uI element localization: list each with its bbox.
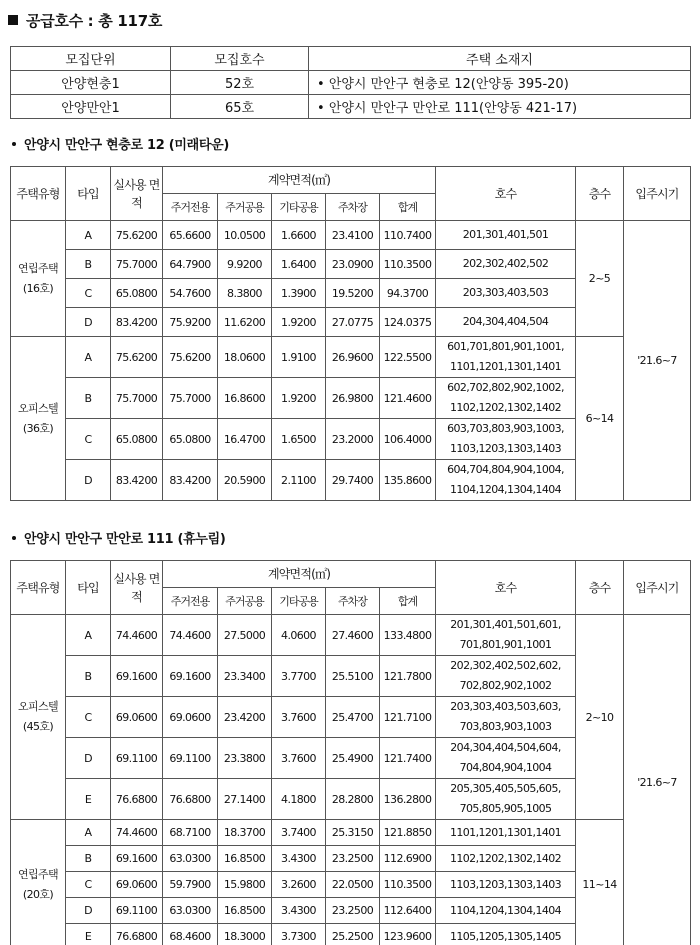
table-row — [11, 337, 691, 378]
square-bullet-icon — [8, 15, 18, 25]
net-area-cell: 69.1100 — [111, 738, 163, 779]
parking-area-cell: 26.9800 — [326, 378, 380, 419]
other-common-area-cell: 3.7400 — [272, 820, 326, 846]
housing-count: (20호) — [22, 887, 54, 901]
other-common-area-cell: 3.7600 — [272, 738, 326, 779]
exclusive-area-cell: 65.0800 — [163, 419, 218, 460]
parking-area-cell: 27.4600 — [326, 615, 380, 656]
col-header-move-in: 입주시기 — [624, 561, 691, 615]
plan-cell: A — [66, 221, 111, 250]
table-row — [11, 820, 691, 846]
col-header-type: 주택유형 — [11, 167, 66, 221]
col-header: 모집호수 — [171, 47, 309, 71]
units-cell: 1104,1204,1304,1404 — [436, 898, 576, 924]
net-area-cell: 69.0600 — [111, 872, 163, 898]
housing-type: 연립주택 — [17, 261, 59, 275]
address-cell — [309, 71, 691, 95]
col-header-move-in: 입주시기 — [624, 167, 691, 221]
col-header-units: 호수 — [436, 167, 576, 221]
col-header-contract-area: 계약면적(㎡) — [163, 561, 436, 588]
total-area-cell: 110.3500 — [380, 872, 436, 898]
total-area-cell: 94.3700 — [380, 279, 436, 308]
col-header-contract-area: 계약면적(㎡) — [163, 167, 436, 194]
parking-area-cell: 25.4700 — [326, 697, 380, 738]
col-subheader: 합계 — [380, 194, 436, 221]
address-cell — [309, 95, 691, 119]
housing-type: 오피스텔 — [17, 700, 59, 713]
exclusive-area-cell: 69.1100 — [163, 738, 218, 779]
section-title-1: 안양시 만안구 현충로 12 (미래타운) — [12, 134, 229, 153]
exclusive-area-cell: 59.7900 — [163, 872, 218, 898]
unit-name: 안양현충1 — [11, 71, 171, 95]
exclusive-area-cell: 63.0300 — [163, 846, 218, 872]
bullet-icon: • — [317, 101, 325, 116]
col-subheader: 주거공용 — [218, 588, 272, 615]
common-area-cell: 27.1400 — [218, 779, 272, 820]
other-common-area-cell: 1.9100 — [272, 337, 326, 378]
exclusive-area-cell: 68.4600 — [163, 924, 218, 945]
col-header: 주택 소재지 — [309, 47, 691, 71]
net-area-cell: 75.7000 — [111, 378, 163, 419]
net-area-cell: 75.6200 — [111, 221, 163, 250]
table-row — [11, 221, 691, 250]
col-subheader: 주거전용 — [163, 194, 218, 221]
parking-area-cell: 25.3150 — [326, 820, 380, 846]
common-area-cell: 23.4200 — [218, 697, 272, 738]
common-area-cell: 16.4700 — [218, 419, 272, 460]
other-common-area-cell: 2.1100 — [272, 460, 326, 501]
col-header-net-area: 실사용 면적 — [111, 167, 163, 221]
parking-area-cell: 23.0900 — [326, 250, 380, 279]
other-common-area-cell: 3.7600 — [272, 697, 326, 738]
exclusive-area-cell: 74.4600 — [163, 615, 218, 656]
unit-name: 안양만안1 — [11, 95, 171, 119]
total-area-cell: 121.7400 — [380, 738, 436, 779]
units-cell: 202,302,402,502,602, 702,802,902,1002 — [436, 656, 576, 697]
other-common-area-cell: 3.4300 — [272, 846, 326, 872]
total-area-cell: 135.8600 — [380, 460, 436, 501]
common-area-cell: 18.3700 — [218, 820, 272, 846]
net-area-cell: 83.4200 — [111, 460, 163, 501]
plan-cell: B — [66, 250, 111, 279]
common-area-cell: 23.3400 — [218, 656, 272, 697]
floors-cell: 6~14 — [576, 337, 624, 501]
exclusive-area-cell: 64.7900 — [163, 250, 218, 279]
other-common-area-cell: 3.4300 — [272, 898, 326, 924]
total-area-cell: 121.8850 — [380, 820, 436, 846]
unit-count: 52호 — [171, 71, 309, 95]
plan-cell: C — [66, 872, 111, 898]
units-cell: 204,304,404,504 — [436, 308, 576, 337]
net-area-cell: 69.1600 — [111, 846, 163, 872]
common-area-cell: 9.9200 — [218, 250, 272, 279]
floors-cell: 11~14 — [576, 820, 624, 945]
net-area-cell: 76.6800 — [111, 924, 163, 945]
common-area-cell: 27.5000 — [218, 615, 272, 656]
other-common-area-cell: 3.7700 — [272, 656, 326, 697]
total-area-cell: 133.4800 — [380, 615, 436, 656]
units-cell: 1103,1203,1303,1403 — [436, 872, 576, 898]
parking-area-cell: 23.2000 — [326, 419, 380, 460]
net-area-cell: 65.0800 — [111, 419, 163, 460]
common-area-cell: 16.8600 — [218, 378, 272, 419]
floors-cell: 2~5 — [576, 221, 624, 337]
units-cell: 601,701,801,901,1001, 1101,1201,1301,1401 — [436, 337, 576, 378]
col-header: 모집단위 — [11, 47, 171, 71]
units-cell: 1102,1202,1302,1402 — [436, 846, 576, 872]
net-area-cell: 69.1600 — [111, 656, 163, 697]
header-row — [11, 561, 691, 588]
move-in-cell: '21.6~7 — [624, 615, 691, 945]
other-common-area-cell: 3.2600 — [272, 872, 326, 898]
plan-cell: D — [66, 898, 111, 924]
page-title: 공급호수 : 총 117호 — [8, 10, 162, 31]
housing-type-cell — [11, 337, 66, 501]
col-header-floors: 층수 — [576, 167, 624, 221]
common-area-cell: 15.9800 — [218, 872, 272, 898]
plan-cell: A — [66, 615, 111, 656]
common-area-cell: 20.5900 — [218, 460, 272, 501]
table-row — [11, 95, 691, 119]
total-area-cell: 121.7100 — [380, 697, 436, 738]
plan-cell: D — [66, 460, 111, 501]
section-title-2: 안양시 만안구 만안로 111 (휴누림) — [12, 528, 226, 547]
net-area-cell: 76.6800 — [111, 779, 163, 820]
bullet-icon: • — [317, 77, 325, 92]
total-area-cell: 121.4600 — [380, 378, 436, 419]
other-common-area-cell: 1.6500 — [272, 419, 326, 460]
other-common-area-cell: 4.0600 — [272, 615, 326, 656]
other-common-area-cell: 1.6600 — [272, 221, 326, 250]
units-cell: 204,304,404,504,604, 704,804,904,1004 — [436, 738, 576, 779]
plan-cell: C — [66, 419, 111, 460]
floors-cell: 2~10 — [576, 615, 624, 820]
units-cell: 603,703,803,903,1003, 1103,1203,1303,1403 — [436, 419, 576, 460]
col-header-plan: 타입 — [66, 561, 111, 615]
exclusive-area-cell: 83.4200 — [163, 460, 218, 501]
net-area-cell: 75.7000 — [111, 250, 163, 279]
common-area-cell: 18.0600 — [218, 337, 272, 378]
address: 안양시 만안구 현충로 12(안양동 395-20) — [328, 77, 569, 92]
total-area-cell: 110.7400 — [380, 221, 436, 250]
total-area-cell: 124.0375 — [380, 308, 436, 337]
parking-area-cell: 23.2500 — [326, 898, 380, 924]
total-area-cell: 121.7800 — [380, 656, 436, 697]
exclusive-area-cell: 75.9200 — [163, 308, 218, 337]
net-area-cell: 83.4200 — [111, 308, 163, 337]
plan-cell: B — [66, 656, 111, 697]
plan-cell: C — [66, 697, 111, 738]
parking-area-cell: 22.0500 — [326, 872, 380, 898]
net-area-cell: 74.4600 — [111, 615, 163, 656]
col-header-floors: 층수 — [576, 561, 624, 615]
parking-area-cell: 23.2500 — [326, 846, 380, 872]
units-cell: 203,303,403,503 — [436, 279, 576, 308]
table-row — [11, 71, 691, 95]
total-area-cell: 112.6400 — [380, 898, 436, 924]
common-area-cell: 18.3000 — [218, 924, 272, 945]
plan-cell: D — [66, 308, 111, 337]
exclusive-area-cell: 54.7600 — [163, 279, 218, 308]
col-header-plan: 타입 — [66, 167, 111, 221]
units-cell: 203,303,403,503,603, 703,803,903,1003 — [436, 697, 576, 738]
col-subheader: 기타공용 — [272, 588, 326, 615]
col-header-units: 호수 — [436, 561, 576, 615]
housing-type: 연립주택 — [17, 867, 59, 881]
section1-table — [10, 166, 691, 501]
common-area-cell: 23.3800 — [218, 738, 272, 779]
header-row — [11, 167, 691, 194]
exclusive-area-cell: 75.7000 — [163, 378, 218, 419]
summary-header-row — [11, 47, 691, 71]
plan-cell: E — [66, 779, 111, 820]
common-area-cell: 16.8500 — [218, 898, 272, 924]
summary-table — [10, 46, 691, 119]
parking-area-cell: 25.5100 — [326, 656, 380, 697]
parking-area-cell: 25.4900 — [326, 738, 380, 779]
total-area-cell: 122.5500 — [380, 337, 436, 378]
plan-cell: D — [66, 738, 111, 779]
parking-area-cell: 25.2500 — [326, 924, 380, 945]
total-area-cell: 136.2800 — [380, 779, 436, 820]
plan-cell: A — [66, 337, 111, 378]
parking-area-cell: 28.2800 — [326, 779, 380, 820]
units-cell: 201,301,401,501 — [436, 221, 576, 250]
housing-type-cell — [11, 820, 66, 945]
parking-area-cell: 19.5200 — [326, 279, 380, 308]
dot-bullet-icon — [12, 536, 16, 540]
housing-count: (16호) — [22, 281, 54, 295]
exclusive-area-cell: 63.0300 — [163, 898, 218, 924]
common-area-cell: 11.6200 — [218, 308, 272, 337]
exclusive-area-cell: 68.7100 — [163, 820, 218, 846]
parking-area-cell: 27.0775 — [326, 308, 380, 337]
exclusive-area-cell: 69.1600 — [163, 656, 218, 697]
other-common-area-cell: 4.1800 — [272, 779, 326, 820]
housing-type-cell — [11, 221, 66, 337]
units-cell: 205,305,405,505,605, 705,805,905,1005 — [436, 779, 576, 820]
units-cell: 1101,1201,1301,1401 — [436, 820, 576, 846]
net-area-cell: 69.0600 — [111, 697, 163, 738]
col-subheader: 합계 — [380, 588, 436, 615]
net-area-cell: 65.0800 — [111, 279, 163, 308]
other-common-area-cell: 1.6400 — [272, 250, 326, 279]
units-cell: 1105,1205,1305,1405 — [436, 924, 576, 945]
housing-type: 오피스텔 — [17, 401, 59, 415]
other-common-area-cell: 3.7300 — [272, 924, 326, 945]
exclusive-area-cell: 75.6200 — [163, 337, 218, 378]
common-area-cell: 8.3800 — [218, 279, 272, 308]
other-common-area-cell: 1.9200 — [272, 308, 326, 337]
net-area-cell: 75.6200 — [111, 337, 163, 378]
common-area-cell: 10.0500 — [218, 221, 272, 250]
units-cell: 202,302,402,502 — [436, 250, 576, 279]
plan-cell: B — [66, 846, 111, 872]
exclusive-area-cell: 76.6800 — [163, 779, 218, 820]
other-common-area-cell: 1.3900 — [272, 279, 326, 308]
parking-area-cell: 29.7400 — [326, 460, 380, 501]
units-cell: 604,704,804,904,1004, 1104,1204,1304,1404 — [436, 460, 576, 501]
plan-cell: E — [66, 924, 111, 945]
net-area-cell: 74.4600 — [111, 820, 163, 846]
dot-bullet-icon — [12, 142, 16, 146]
parking-area-cell: 23.4100 — [326, 221, 380, 250]
other-common-area-cell: 1.9200 — [272, 378, 326, 419]
total-area-cell: 123.9600 — [380, 924, 436, 945]
parking-area-cell: 26.9600 — [326, 337, 380, 378]
units-cell: 201,301,401,501,601, 701,801,901,1001 — [436, 615, 576, 656]
plan-cell: B — [66, 378, 111, 419]
section2-table — [10, 560, 691, 945]
net-area-cell: 69.1100 — [111, 898, 163, 924]
col-subheader: 기타공용 — [272, 194, 326, 221]
total-area-cell: 110.3500 — [380, 250, 436, 279]
address: 안양시 만안구 만안로 111(안양동 421-17) — [328, 101, 578, 116]
col-subheader: 주차장 — [326, 194, 380, 221]
exclusive-area-cell: 65.6600 — [163, 221, 218, 250]
total-area-cell: 112.6900 — [380, 846, 436, 872]
col-subheader: 주거전용 — [163, 588, 218, 615]
common-area-cell: 16.8500 — [218, 846, 272, 872]
plan-cell: A — [66, 820, 111, 846]
units-cell: 602,702,802,902,1002, 1102,1202,1302,1402 — [436, 378, 576, 419]
housing-count: (36호) — [22, 421, 54, 435]
total-area-cell: 106.4000 — [380, 419, 436, 460]
col-header-type: 주택유형 — [11, 561, 66, 615]
exclusive-area-cell: 69.0600 — [163, 697, 218, 738]
table-row — [11, 615, 691, 656]
move-in-cell: '21.6~7 — [624, 221, 691, 501]
plan-cell: C — [66, 279, 111, 308]
col-subheader: 주거공용 — [218, 194, 272, 221]
col-subheader: 주차장 — [326, 588, 380, 615]
housing-count: (45호) — [22, 720, 54, 733]
col-header-net-area: 실사용 면적 — [111, 561, 163, 615]
unit-count: 65호 — [171, 95, 309, 119]
housing-type-cell — [11, 615, 66, 820]
